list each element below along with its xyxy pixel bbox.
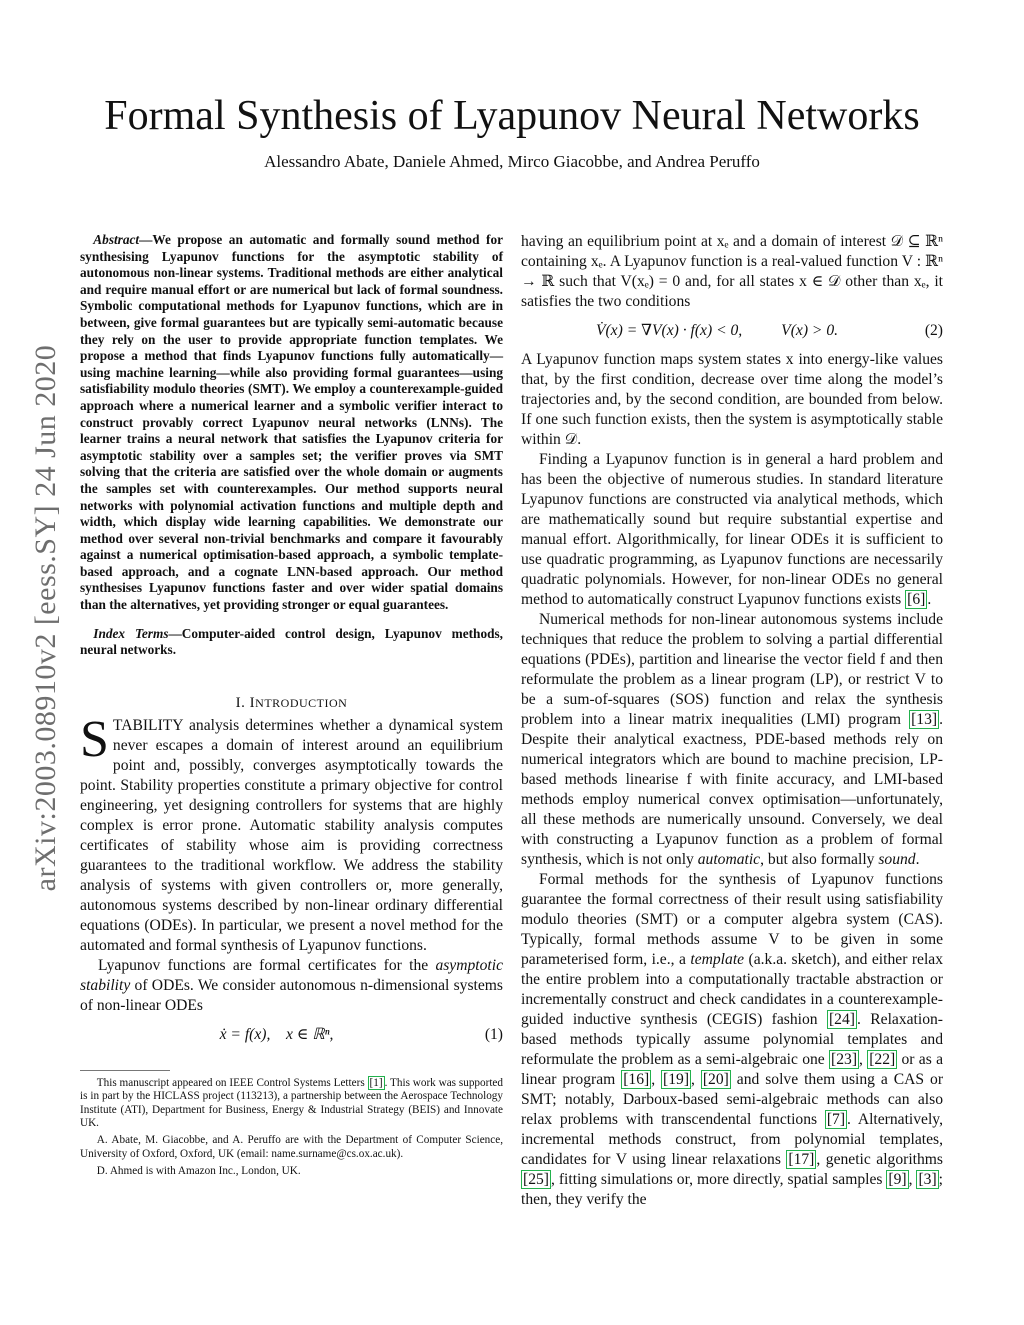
paper-title: Formal Synthesis of Lyapunov Neural Networks — [104, 93, 920, 139]
text-run: , genetic algorithms — [816, 1151, 943, 1168]
text-run: This manuscript appeared on IEEE Control Systems Letters — [96, 1076, 368, 1089]
citation-link[interactable]: [3] — [918, 1171, 937, 1188]
equation-1-number: (1) — [484, 1025, 503, 1043]
text-run: or as a linear program — [521, 1051, 943, 1088]
equation-2 — [521, 312, 943, 350]
abstract-lead: Abstract — [93, 232, 140, 247]
text-run: , — [859, 1051, 868, 1068]
citation-link[interactable]: [17] — [788, 1151, 815, 1168]
section-title-rest: NTRODUCTION — [255, 695, 348, 710]
footnote-2: A. Abate, M. Giacobbe, and A. Peruffo are with the Department of Computer Science, University of Oxford, Oxford, UK (email: name.surname@cs.ox.ac.uk). — [80, 1134, 503, 1160]
intro-paragraph-2 — [80, 956, 503, 1016]
emphasis: asymptotic stability — [80, 956, 503, 994]
index-terms-text: —Computer-aided control design, Lyapunov methods, neural networks. — [80, 625, 503, 658]
footnote-3: D. Ahmed is with Amazon Inc., London, UK. — [96, 1165, 301, 1178]
text-run: of ODEs. We consider autonomous n-dimensional systems of non-linear ODEs — [80, 976, 503, 1014]
index-terms-lead: Index Terms — [93, 625, 169, 641]
text-run: , but also formally — [760, 851, 879, 868]
text-run: ; then, they verify the — [521, 1171, 944, 1208]
right-paragraph-3 — [521, 610, 943, 870]
equation-1-body: ẋ = f(x), x ∈ ℝⁿ, — [219, 1025, 334, 1043]
abstract-text: —We propose an automatic and formally sound method for synthesising Lyapunov functions for the asymptotic stability of autonomous non-linear systems. Traditional methods are either analytical and require manual effort or are numerical but lack of formal soundness. Symbolic computational methods for Lyapunov functions, which are in between, give formal guarantees but are typically semi-automatic because they rely on the user to provide appropriate function templates. We propose a method that finds Lyapunov functions fully automatically—using machine learning—while also providing formal guarantees—using satisfiability modulo theories (SMT). We employ a counterexample-guided approach where a numerical learner and a symbolic verifier interact to construct provably correct Lyapunov neural networks (LNNs). The learner trains a neural network that satisfies the Lyapunov criteria for asymptotic stability over a samples set; the verifier proves via SMT solving that the criteria are satisfied over the whole domain or augments the samples set with counterexamples. Our method supports neural networks with polynomial activation functions and multiple depth and width, which display wide learning capabilities. We demonstrate our method over several non-trivial benchmarks and compare it favourably against a numerical optimisation-based approach, a symbolic template-based approach, and a cognate LNN-based approach. Our method synthesises Lyapunov functions faster and over wider spatial domains than the alternatives, yet providing stronger or equal guarantees. — [80, 232, 503, 613]
footnote-1 — [80, 1077, 503, 1131]
section-number: I. — [235, 694, 246, 711]
abstract — [80, 232, 503, 614]
text-run: Formal methods for the synthesis of Lyapunov functions guarantee the formal correctness of their result using satisfiability modulo theories (SMT) or a computer algebra system (CAS). Typically, formal methods assume V to be given in some parameterised form, i.e., a — [521, 871, 943, 968]
right-paragraph-4 — [521, 870, 943, 1210]
text-run: . Alternatively, incremental methods construct, from polynomial templates, candidates for V using linear relaxations — [521, 1111, 943, 1168]
emphasis: template — [690, 951, 745, 968]
text-run: , fitting simulations or, more directly, spatial samples — [550, 1171, 887, 1188]
intro-paragraph-1-text: TABILITY analysis determines whether a dynamical system never escapes a domain of interest around an equilibrium point and, possibly, converges asymptotically towards the point. Stability properties constitute a primary objective for control engineering, yet designing controllers for systems that are highly complex is error prone. Automatic stability analysis computes certificates of stability whose aim is providing correctness guarantees to the traditional workflow. We address the stability analysis of systems with given controllers or, more generally, autonomous systems described by non-linear ordinary differential equations (ODEs). In particular, we present a novel method for the automated and formal synthesis of Lyapunov functions. — [80, 716, 503, 954]
author-list: Alessandro Abate, Daniele Ahmed, Mirco Giacobbe, and Andrea Peruffo — [264, 152, 760, 171]
arxiv-identifier: arXiv:2003.08910v2 [eess.SY] 24 Jun 2020 — [29, 344, 62, 892]
citation-link[interactable]: [24] — [828, 1011, 855, 1028]
citation-link[interactable]: [13] — [911, 711, 938, 728]
section-title-initial: I — [249, 694, 256, 711]
text-run: Finding a Lyapunov function is in general a hard problem and has been the objective of numerous studies. In standard literature Lyapunov functions are constructed via analytical methods, which are mathematically sound but require substantial expertise and manual effort. Algorithmically, for linear ODEs it is sufficient to use quadratic programming, as Lyapunov functions are necessarily quadratic polynomials. However, for non-linear ODEs no general method to automatically construct Lyapunov functions exists — [521, 451, 943, 608]
right-paragraph-0: having an equilibrium point at xₑ and a domain of interest 𝒟 ⊆ ℝⁿ containing xₑ. A Lyapunov function is a real-valued function V : ℝⁿ → ℝ such that V(xₑ) = 0 and, for all states x ∈ 𝒟 other than xₑ, it satisfies the two conditions — [521, 233, 943, 310]
equation-2-number: (2) — [924, 322, 943, 339]
text-run: and solve them using a CAS or SMT; notably, Darboux-based semi-algebraic methods can also relax problems with transcendental functions — [521, 1071, 944, 1128]
emphasis: automatic — [697, 851, 761, 868]
text-run: Numerical methods for non-linear autonomous systems include techniques that reduce the problem to solving a partial differential equations (PDEs), partition and linearise the vector field f and then reformulate the problem as a linear program (LP), or restrict V to be a sum-of-squares (SOS) function and relax the synthesis problem into a linear matrix inequalities (LMI) program — [521, 611, 943, 728]
text-run: . This work was supported is in part by the HICLASS project (113213), a partnership between the Aerospace Technology Institute (ATI), Department for Business, Energy & Industrial Strategy (BEIS) and Innovate UK. — [80, 1076, 503, 1130]
text-run: Lyapunov functions are formal certificates for the — [97, 956, 436, 974]
citation-link[interactable]: [25] — [523, 1171, 549, 1188]
text-run: . Relaxation-based methods typically assume polynomial templates and reformulate the problem as a semi-algebraic one — [521, 1011, 943, 1068]
text-run: , — [691, 1071, 701, 1088]
right-column — [521, 232, 943, 1210]
citation-link[interactable]: [16] — [623, 1071, 650, 1088]
equation-2-body: V̇(x) = ∇V(x) · f(x) < 0, V(x) > 0. — [595, 322, 839, 339]
citation-link[interactable]: [23] — [831, 1051, 858, 1068]
section-heading-introduction — [80, 695, 503, 712]
drop-cap: S — [80, 710, 109, 768]
intro-paragraph-1 — [80, 710, 503, 956]
left-column — [80, 232, 503, 1183]
citation-link[interactable]: [22] — [869, 1051, 896, 1068]
right-paragraph-1: A Lyapunov function maps system states x into energy-like values that, by the first condition, decrease over time along the model’s trajectories and, by the second condition, are bounded from below. If one such function exists, then the system is asymptotically stable within 𝒟. — [521, 351, 943, 448]
text-run: . — [915, 851, 920, 868]
citation-link[interactable]: [1] — [369, 1076, 383, 1089]
citation-link[interactable]: [9] — [888, 1171, 907, 1188]
equation-1 — [80, 1016, 503, 1054]
citation-link[interactable]: [20] — [702, 1071, 729, 1088]
text-run: . Despite their analytical exactness, PDE-based methods rely on numerical integrators which are bound to machine precision, LP-based methods linearise f with finite accuracy, and LMI-based methods employ numerical convex optimisation—unfortunately, all these methods are numerically unsound. Conversely, we deal with constructing a Lyapunov function as a problem of formal synthesis, which is not only — [521, 711, 943, 868]
citation-link[interactable]: [6] — [907, 591, 926, 608]
citation-link[interactable]: [7] — [826, 1111, 846, 1128]
text-run: (a.k.a. sketch), and either relax the entire problem into a computationally tractable abstraction or incrementally construct and check candidates in a counterexample-guided inductive synthesis (CEGIS) fashion — [521, 951, 944, 1028]
footnote-rule — [80, 1070, 170, 1071]
right-paragraph-2 — [521, 450, 943, 610]
text-run: , — [651, 1071, 662, 1088]
index-terms — [80, 626, 503, 659]
emphasis: sound — [878, 851, 916, 868]
text-run: . — [927, 591, 932, 608]
text-run: , — [908, 1171, 917, 1188]
citation-link[interactable]: [19] — [663, 1071, 690, 1088]
